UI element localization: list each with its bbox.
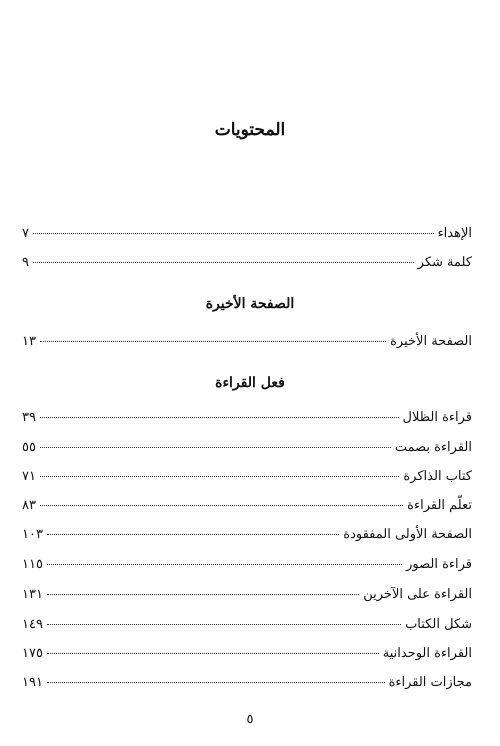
toc-entry[interactable] — [22, 675, 472, 695]
toc-entry[interactable] — [22, 557, 472, 577]
toc-entry[interactable] — [22, 617, 472, 637]
toc-entry-label: كلمة شكر — [417, 255, 472, 270]
toc-entry[interactable] — [22, 469, 472, 489]
leader-dots — [40, 447, 391, 448]
toc-entry-label: القراءة على الآخرين — [363, 587, 472, 602]
toc-entry[interactable] — [22, 587, 472, 607]
toc-entry-page: ٧١ — [22, 469, 36, 484]
leader-dots — [47, 682, 385, 683]
toc-entry-acknowledgements[interactable] — [22, 255, 472, 275]
toc-entry-page: ٥٥ — [22, 440, 36, 455]
toc-entry[interactable] — [22, 410, 472, 430]
toc-entry-page: ١٣١ — [22, 587, 43, 602]
toc-entry[interactable] — [22, 498, 472, 518]
leader-dots — [47, 624, 401, 625]
leader-dots — [40, 505, 403, 506]
toc-entry-page: ١١٥ — [22, 557, 43, 572]
toc-entry[interactable] — [22, 334, 472, 354]
leader-dots — [33, 233, 434, 234]
leader-dots — [33, 262, 414, 263]
toc-entry-label: تعلّم القراءة — [407, 498, 472, 513]
section-heading-last-page: الصفحة الأخيرة — [205, 296, 295, 312]
toc-entry-page: ١٣ — [22, 334, 36, 349]
toc-entry-label: كتاب الذاكرة — [403, 469, 472, 484]
section-heading-act-of-reading: فعل القراءة — [215, 375, 285, 391]
toc-entry-page: ١٠٣ — [22, 527, 43, 542]
leader-dots — [40, 417, 399, 418]
toc-entry-page: ١٤٩ — [22, 617, 43, 632]
toc-entry-page: ١٩١ — [22, 675, 43, 690]
toc-entry-label: قراءة الصور — [406, 557, 472, 572]
toc-entry-label: الصفحة الأولى المفقودة — [343, 527, 472, 542]
toc-entry-label: شكل الكتاب — [405, 617, 472, 632]
leader-dots — [40, 476, 399, 477]
toc-entry[interactable] — [22, 440, 472, 460]
toc-entry-page: ٨٣ — [22, 498, 36, 513]
page-number: ٥ — [246, 712, 254, 727]
toc-entry-label: الإهداء — [437, 226, 472, 241]
toc-entry-page: ١٧٥ — [22, 646, 43, 661]
toc-entry-page: ٣٩ — [22, 410, 36, 425]
toc-entry[interactable] — [22, 527, 472, 547]
toc-entry-label: القراءة الوحدانية — [382, 646, 472, 661]
toc-entry-label: قراءة الظلال — [402, 410, 472, 425]
leader-dots — [47, 564, 402, 565]
leader-dots — [47, 534, 339, 535]
toc-entry-page: ٩ — [22, 255, 29, 270]
toc-entry-page: ٧ — [22, 226, 29, 241]
toc-entry[interactable] — [22, 646, 472, 666]
toc-entry-label: مجازات القراءة — [388, 675, 472, 690]
toc-entry-label: القراءة بصمت — [394, 440, 472, 455]
page-title: المحتويات — [214, 120, 286, 140]
leader-dots — [47, 594, 359, 595]
toc-entry-dedication[interactable] — [22, 226, 472, 246]
leader-dots — [40, 341, 386, 342]
leader-dots — [47, 653, 379, 654]
toc-entry-label: الصفحة الأخيرة — [390, 334, 472, 349]
